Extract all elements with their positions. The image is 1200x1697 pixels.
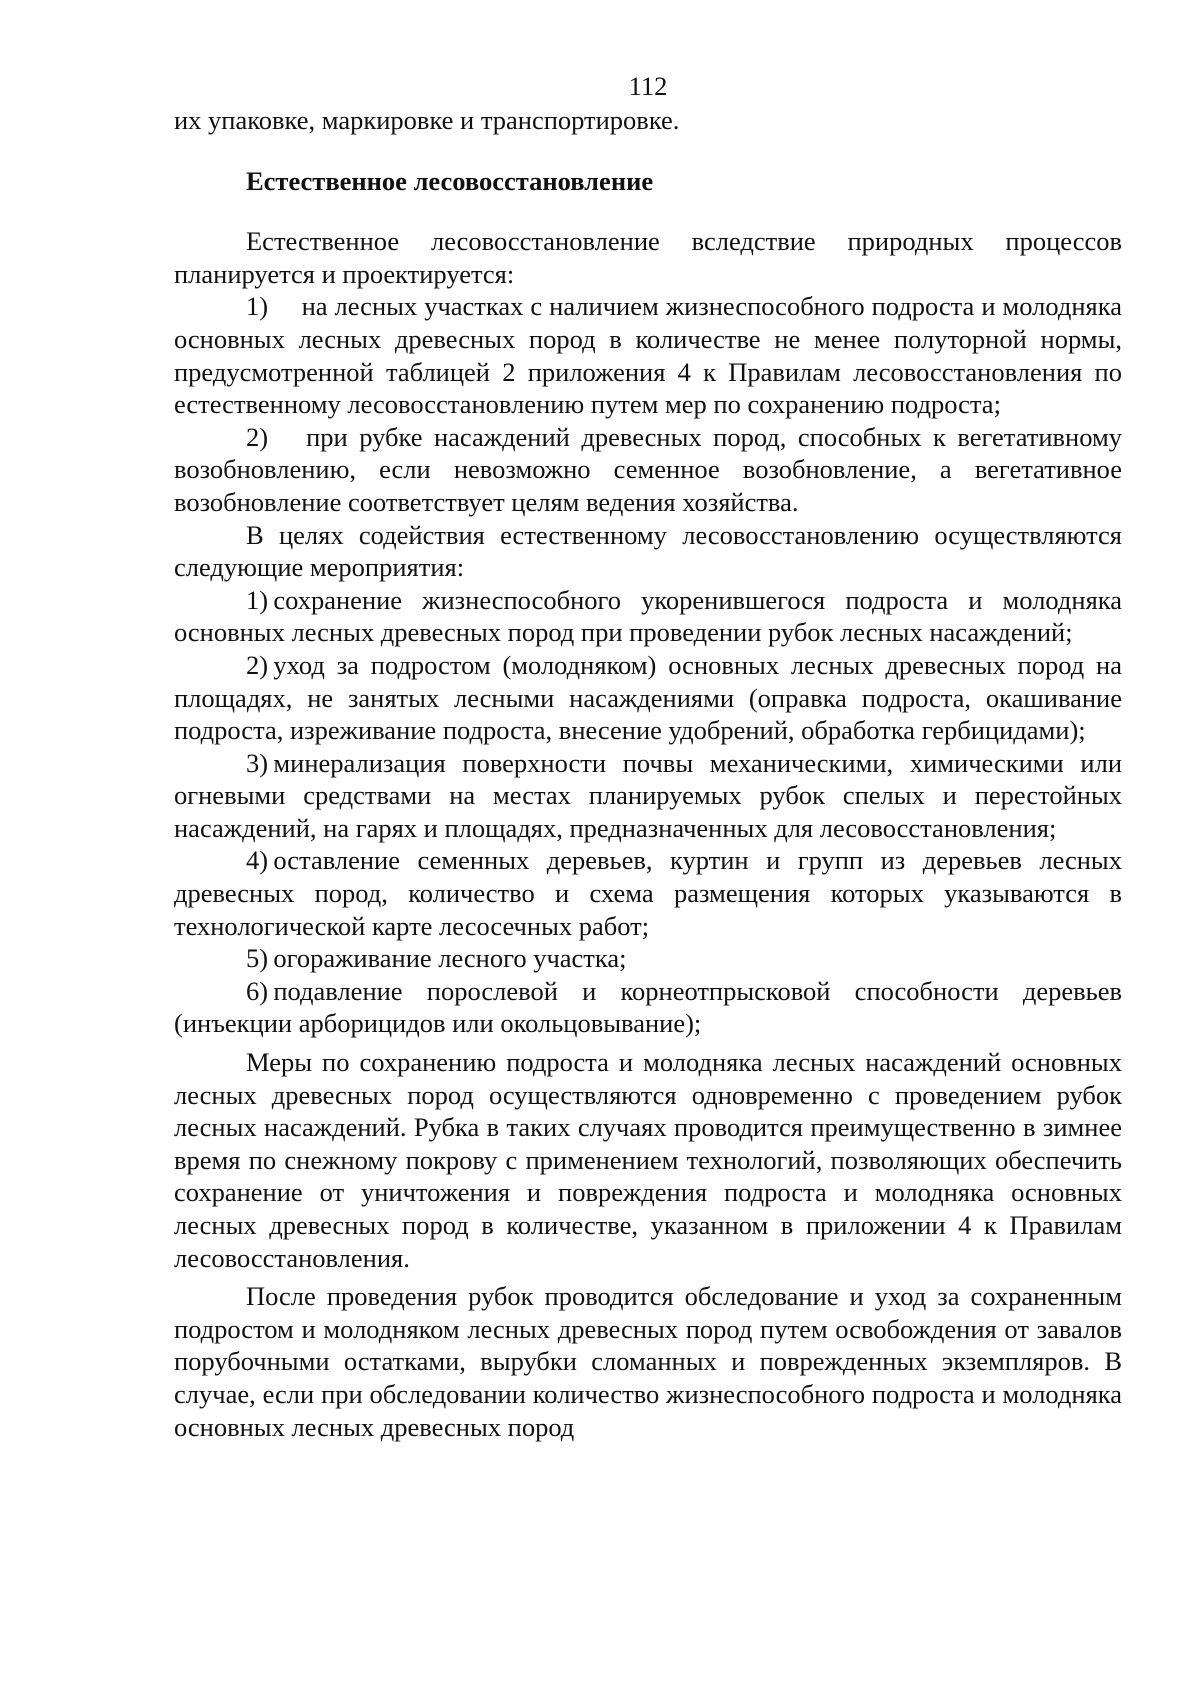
measure-item-5: 5) огораживание лесного участка; <box>246 943 627 974</box>
paragraph-after-felling: После проведения рубок проводится обследование и уход за сохраненным подростом и молодняком лесных древесных пород путем освобождения от завалов порубочными остатками, вырубки сломанных и поврежденных экземпляров. В случае, если при обследовании количество жизнеспособного подроста и молодняка основных лесных древесных пород <box>174 1281 1122 1442</box>
list-item-1: 1) на лесных участках с наличием жизнеспособного подроста и молодняка основных лесных древесных пород в количестве не менее полуторной нормы, предусмотренной таблицей 2 приложения 4 к Правилам лесовосстановления по естественному лесовосстановлению путем мер по сохранению подроста; <box>174 291 1122 420</box>
measure-item-2: 2) уход за подростом (молодняком) основных лесных древесных пород на площадях, не занятых лесными насаждениями (оправка подроста, окашивание подроста, изреживание подроста, внесение удобрений, обработка гербицидами); <box>174 649 1122 746</box>
section-heading: Естественное лесовосстановление <box>246 165 654 196</box>
list-item-2: 2) при рубке насаждений древесных пород, способных к вегетативному возобновлению, если невозможно семенное возобновление, а вегетативное возобновление соответствует целям ведения хозяйства. <box>174 421 1122 517</box>
paragraph-continuation: их упаковке, маркировке и транспортировке. <box>174 105 680 135</box>
measure-item-4: 4) оставление семенных деревьев, куртин и групп из деревьев лесных древесных пород, количество и схема размещения которых указываются в технологической карте лесосечных работ; <box>174 845 1122 941</box>
measure-item-1: 1) сохранение жизнеспособного укоренившегося подроста и молодняка основных лесных древесных пород при проведении рубок лесных насаждений; <box>174 584 1122 648</box>
measure-item-6: 6) подавление порослевой и корнеотпрысковой способности деревьев (инъекции арборицидов или окольцовывание); <box>174 975 1122 1039</box>
page-number: 112 <box>628 71 668 101</box>
paragraph-measures-intro: В целях содействия естественному лесовосстановлению осуществляются следующие мероприятия: <box>174 519 1122 583</box>
document-page <box>174 70 1122 1443</box>
measure-item-3: 3) минерализация поверхности почвы механическими, химическими или огневыми средствами на местах планируемых рубок спелых и перестойных насаждений, на гарях и площадях, предназначенных для лесовосстановления; <box>174 747 1122 843</box>
paragraph-preservation: Меры по сохранению подроста и молодняка лесных насаждений основных лесных древесных пород осуществляются одновременно с проведением рубок лесных насаждений. Рубка в таких случаях проводится преимущественно в зимнее время по снежному покрову с применением технологий, позволяющих обеспечить сохранение от уничтожения и повреждения подроста и молодняка основных лесных древесных пород в количестве, указанном в приложении 4 к Правилам лесовосстановления. <box>174 1047 1122 1273</box>
paragraph-intro: Естественное лесовосстановление вследствие природных процессов планируется и проектируется: <box>174 226 1122 289</box>
